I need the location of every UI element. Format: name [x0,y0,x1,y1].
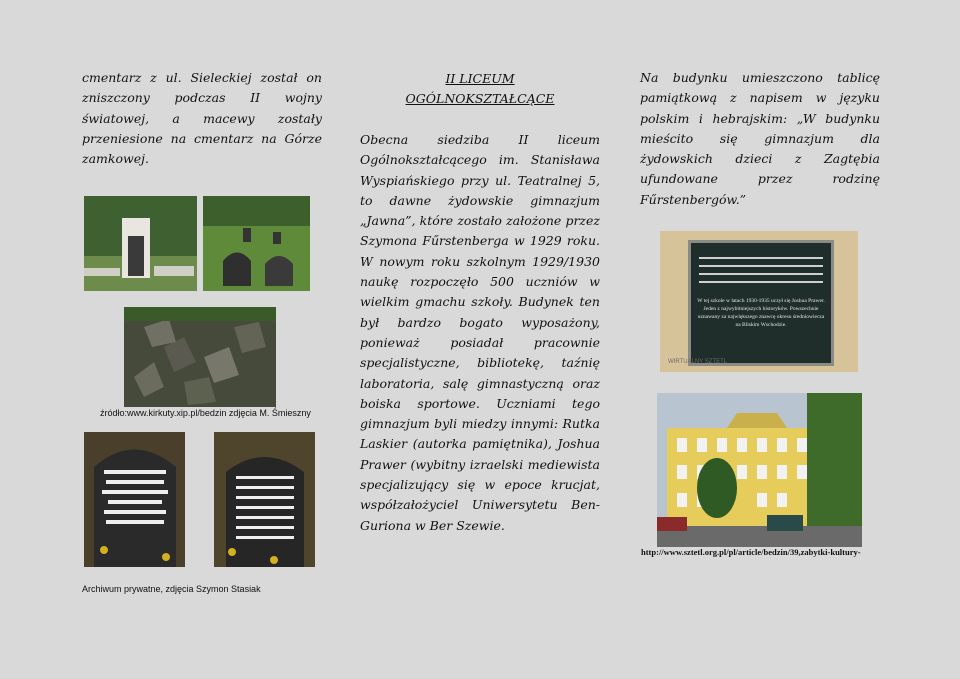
cemetery-gate-image [84,196,197,291]
left-paragraph: cmentarz z ul. Sieleckiej został on zniszczony podczas II wojny światowej, a macewy zostały przeniesione na cmentarz na Górze zamkowej. [82,70,322,167]
tombstones-grass-image [203,196,310,291]
school-building-photo [657,393,862,547]
hebrew-lines [699,251,823,289]
inscribed-tombstone-image-1 [84,432,185,567]
right-paragraph: Na budynku umieszczono tablicę pamiątkową z napisem w języku polskim i hebrajskim: „W budynku mieścito się gimnazjum dla żydowskich dzieci z Zagtębia ufundowane przez rodzinę Fűrstenbergów.” [640,70,880,207]
inscribed-tombstone-image-2 [214,432,315,567]
inscribed-tombstone-photo-2 [214,432,315,567]
middle-paragraph: Obecna siedziba II liceum Ogólnokształcącego im. Stanisława Wyspiańskiego przy ul. Teatralnej 5, to dawne żydowskie gimnazjum „Jawna”, które zostało założone przez Szymona Fűrstenberga w 1929 roku. W nowym roku szkolnym 1929/1930 naukę rozpoczęło 500 uczniów w wielkim gmachu szkoły. Budynek ten był bardzo bogato wyposażony, ponieważ posiadał pracownie specjalistyczne, bibliotekę, taźnię laboratoria, salę gimnastyczną oraz boiska sportowe. Uczniami tego gimnazjum byli miedzy innymi: Rutka Laskier (autorka pamiętnika), Joshua Prawer (wybitny izraelski mediewista specjalizujący się w epoce krucjat, współzałożyciel Uniwersytetu Ben-Guriona w Ber Szewie. [360,132,600,533]
source-caption: źródło:www.kirkuty.xip.pl/bedzin zdjęcia M. Śmieszny [100,408,311,418]
school-building-image [657,393,862,547]
tombstone-pile-photo [124,307,276,407]
plaque-photo [660,231,858,372]
tombstone-pile-image [124,307,276,407]
source-link[interactable]: http://www.sztetl.org.pl/pl/article/bedzin/39,zabytki-kultury- [641,547,861,557]
plaque-text: W tej szkole w latach 1930-1935 uczył się Joshua Prawer. Jeden z najwybitniejszych historyków. Powszechnie uznawany za największego znawcę okresu średniowiecza na Bliskim Wschodzie. [697,298,825,328]
cemetery-gate-photo [84,196,197,291]
tombstones-grass-photo [203,196,310,291]
plaque-board [688,240,834,366]
section-title-line1: II LICEUM [445,71,515,86]
inscribed-tombstone-photo-1 [84,432,185,567]
archive-caption: Archiwum prywatne, zdjęcia Szymon Stasiak [82,584,261,594]
section-title-line2: OGÓLNOKSZTAŁCĄCE [405,91,555,106]
watermark: WIRTUALNY SZTETL [668,359,728,365]
